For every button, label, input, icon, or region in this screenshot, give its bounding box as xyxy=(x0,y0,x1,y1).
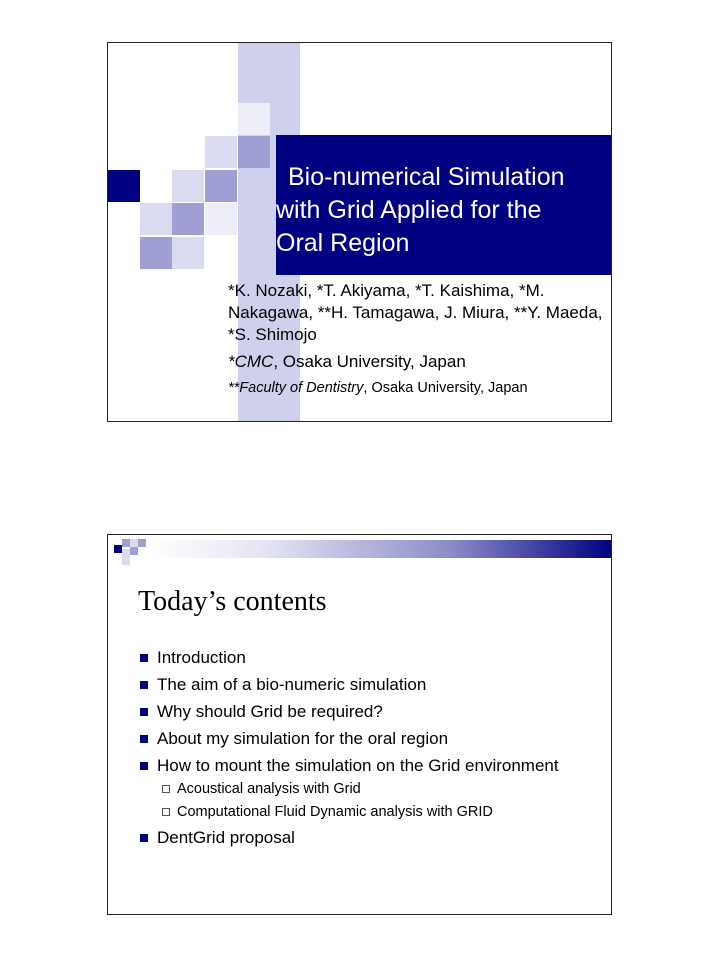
decor-square xyxy=(238,103,270,135)
square-bullet-icon xyxy=(140,681,148,689)
list-item-label: The aim of a bio-numeric simulation xyxy=(157,675,427,694)
square-bullet-icon xyxy=(140,708,148,716)
sub-list-item-label: Computational Fluid Dynamic analysis with GRID xyxy=(177,804,493,820)
list-item-label: Why should Grid be required? xyxy=(157,702,383,721)
decor-square xyxy=(172,170,204,202)
contents-list xyxy=(138,647,603,854)
list-item xyxy=(138,701,603,723)
affiliation-org: *CMC xyxy=(228,352,274,371)
title-line: with Grid Applied for the xyxy=(276,196,542,224)
decor-square xyxy=(122,539,130,547)
decor-square xyxy=(130,539,138,547)
decor-square xyxy=(238,136,270,168)
decor-square xyxy=(122,557,130,565)
list-item xyxy=(138,728,603,750)
decor-square xyxy=(138,539,146,547)
affiliation-location: , Osaka University, Japan xyxy=(273,352,466,371)
list-item-label: Introduction xyxy=(157,648,246,667)
affiliation-cmc xyxy=(228,351,608,373)
decor-square xyxy=(140,203,172,235)
affiliation-org: **Faculty of Dentistry xyxy=(228,380,364,396)
hollow-square-bullet-icon xyxy=(162,808,170,816)
square-bullet-icon xyxy=(140,762,148,770)
author-block xyxy=(228,280,608,397)
slide-title xyxy=(276,161,606,260)
decor-square xyxy=(122,549,130,557)
hollow-square-bullet-icon xyxy=(162,785,170,793)
affiliation-dentistry xyxy=(228,379,608,397)
contents-slide xyxy=(107,534,612,915)
list-item xyxy=(138,755,603,822)
slide-title: Today’s contents xyxy=(138,586,327,617)
decor-square xyxy=(140,237,172,269)
sub-list-item xyxy=(161,802,603,822)
sub-list xyxy=(161,779,603,822)
decor-square xyxy=(114,545,122,553)
sub-list-item xyxy=(161,779,603,799)
list-item xyxy=(138,674,603,696)
list-item-label: DentGrid proposal xyxy=(157,828,295,847)
list-item xyxy=(138,827,603,849)
decor-square xyxy=(205,136,237,168)
decor-square xyxy=(172,203,204,235)
sub-list-item-label: Acoustical analysis with Grid xyxy=(177,781,361,797)
list-item xyxy=(138,647,603,669)
header-gradient-bar xyxy=(149,540,612,558)
decor-square xyxy=(130,547,138,555)
decor-square xyxy=(205,203,237,235)
list-item-label: About my simulation for the oral region xyxy=(157,729,449,748)
decor-square xyxy=(108,170,140,202)
square-bullet-icon xyxy=(140,834,148,842)
title-line: Oral Region xyxy=(276,229,410,257)
square-bullet-icon xyxy=(140,735,148,743)
title-line: Bio-numerical Simulation xyxy=(288,163,565,191)
affiliation-location: , Osaka University, Japan xyxy=(363,380,528,396)
title-slide xyxy=(107,42,612,422)
decor-square xyxy=(172,237,204,269)
list-item-label: How to mount the simulation on the Grid environment xyxy=(157,756,559,775)
square-bullet-icon xyxy=(140,654,148,662)
decor-square xyxy=(205,170,237,202)
author-list: *K. Nozaki, *T. Akiyama, *T. Kaishima, *M. Nakagawa, **H. Tamagawa, J. Miura, **Y. Maeda, *S. Shimojo xyxy=(228,281,603,344)
